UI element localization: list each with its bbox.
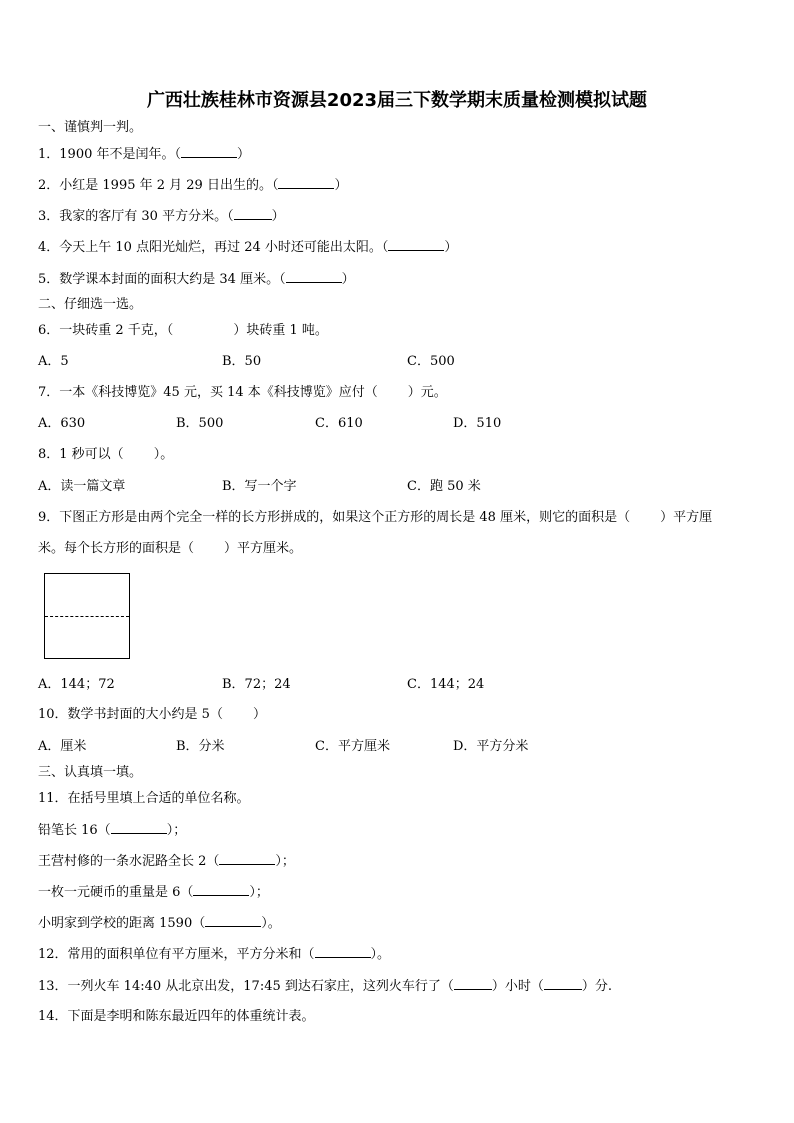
option-c[interactable]: C．144；24 — [407, 677, 485, 692]
question-9-close: ）平方厘米。 — [224, 541, 303, 556]
answer-blank[interactable] — [234, 207, 272, 220]
answer-blank[interactable] — [205, 914, 261, 927]
section-heading-3: 三、认真填一填。 — [38, 765, 143, 780]
option-b[interactable]: B．写一个字 — [222, 479, 297, 494]
question-1-close: ） — [237, 147, 251, 162]
item-close: ）。 — [261, 916, 281, 931]
option-a[interactable]: A．读一篇文章 — [38, 479, 126, 494]
question-5-close: ） — [341, 272, 355, 287]
answer-blank[interactable] — [219, 852, 275, 865]
square-figure — [44, 573, 130, 659]
question-4-text: 4．今天上午 10 点阳光灿烂，再过 24 小时还可能出太阳。（ — [38, 240, 389, 255]
question-2-close: ） — [334, 178, 348, 193]
option-c[interactable]: C．跑 50 米 — [407, 479, 481, 494]
question-11-item — [38, 852, 295, 871]
question-9-text-2: 米。每个长方形的面积是（ — [38, 541, 195, 556]
question-9-continuation: ）平方厘 — [660, 510, 713, 525]
question-11-item — [38, 821, 186, 840]
answer-blank[interactable] — [286, 270, 342, 283]
question-8 — [38, 446, 173, 464]
question-7-text: 7．一本《科技博览》45 元，买 14 本《科技博览》应付（ — [38, 385, 378, 400]
question-11-item — [38, 914, 281, 933]
option-b[interactable]: B．50 — [222, 354, 262, 369]
question-2 — [38, 176, 347, 195]
option-b[interactable]: B．500 — [176, 416, 224, 431]
question-4-close: ） — [444, 240, 458, 255]
question-9-line-1 — [38, 509, 712, 527]
item-text: 铅笔长 16（ — [38, 823, 111, 838]
question-6-text: 6．一块砖重 2 千克，（ — [38, 323, 174, 338]
question-10 — [38, 706, 266, 724]
option-b[interactable]: B．分米 — [176, 739, 225, 754]
question-2-text: 2．小红是 1995 年 2 月 29 日出生的。（ — [38, 178, 279, 193]
question-13-close: ）分. — [581, 979, 613, 994]
question-3-text: 3．我家的客厅有 30 平方分米。（ — [38, 209, 234, 224]
answer-blank[interactable] — [111, 821, 167, 834]
item-text: 王营村修的一条水泥路全长 2（ — [38, 854, 220, 869]
option-a[interactable]: A．厘米 — [38, 739, 87, 754]
option-d[interactable]: D．510 — [453, 416, 502, 431]
question-10-text: 10．数学书封面的大小约是 5（ — [38, 707, 223, 722]
section-heading-2: 二、仔细选一选。 — [38, 297, 143, 312]
question-5 — [38, 270, 355, 289]
question-1 — [38, 145, 250, 164]
option-a[interactable]: A．630 — [38, 416, 86, 431]
answer-blank[interactable] — [315, 945, 371, 958]
option-c[interactable]: C．610 — [315, 416, 363, 431]
question-7 — [38, 384, 447, 402]
question-3 — [38, 207, 285, 226]
option-d[interactable]: D．平方分米 — [453, 739, 529, 754]
option-c[interactable]: C．500 — [407, 354, 455, 369]
question-13-text: 13．一列火车 14:40 从北京出发，17:45 到达石家庄，这列火车行了（ — [38, 979, 454, 994]
question-13-mid: ）小时（ — [491, 979, 544, 994]
page-title: 广西壮族桂林市资源县2023届三下数学期末质量检测模拟试题 — [146, 90, 648, 111]
question-7-close: ）元。 — [407, 385, 447, 400]
question-8-text: 8．1 秒可以（ — [38, 447, 124, 462]
option-b[interactable]: B．72；24 — [222, 677, 291, 692]
answer-blank[interactable] — [544, 977, 582, 990]
question-1-text: 1．1900 年不是闰年。（ — [38, 147, 181, 162]
question-3-close: ） — [271, 209, 285, 224]
question-10-close: ） — [252, 707, 266, 722]
item-text: 小明家到学校的距离 1590（ — [38, 916, 206, 931]
question-6 — [38, 322, 328, 340]
question-11-item — [38, 883, 269, 902]
question-12-close: ）。 — [370, 947, 391, 962]
question-5-text: 5．数学课本封面的面积大约是 34 厘米。（ — [38, 272, 286, 287]
question-12 — [38, 945, 390, 964]
answer-blank[interactable] — [278, 176, 334, 189]
question-12-text: 12．常用的面积单位有平方厘米，平方分米和（ — [38, 947, 315, 962]
question-14: 14．下面是李明和陈东最近四年的体重统计表。 — [38, 1009, 315, 1024]
answer-blank[interactable] — [454, 977, 492, 990]
section-heading-1: 一、谨慎判一判。 — [38, 120, 143, 135]
answer-blank[interactable] — [181, 145, 237, 158]
item-close: ）； — [275, 854, 295, 869]
option-a[interactable]: A．5 — [38, 354, 69, 369]
question-4 — [38, 238, 457, 257]
answer-blank[interactable] — [193, 883, 249, 896]
option-a[interactable]: A．144；72 — [38, 677, 115, 692]
question-11: 11．在括号里填上合适的单位名称。 — [38, 791, 250, 806]
question-13 — [38, 977, 612, 996]
item-text: 一枚一元硬币的重量是 6（ — [38, 885, 194, 900]
question-9-text: 9．下图正方形是由两个完全一样的长方形拼成的，如果这个正方形的周长是 48 厘米，则它的面积是（ — [38, 510, 631, 525]
question-9-line-2 — [38, 540, 302, 558]
answer-blank[interactable] — [388, 238, 444, 251]
dashed-divider — [45, 616, 129, 617]
question-8-close: ）。 — [153, 447, 174, 462]
item-close: ）； — [166, 823, 187, 838]
question-6-close: ）块砖重 1 吨。 — [233, 323, 328, 338]
option-c[interactable]: C．平方厘米 — [315, 739, 390, 754]
item-close: ）； — [249, 885, 269, 900]
